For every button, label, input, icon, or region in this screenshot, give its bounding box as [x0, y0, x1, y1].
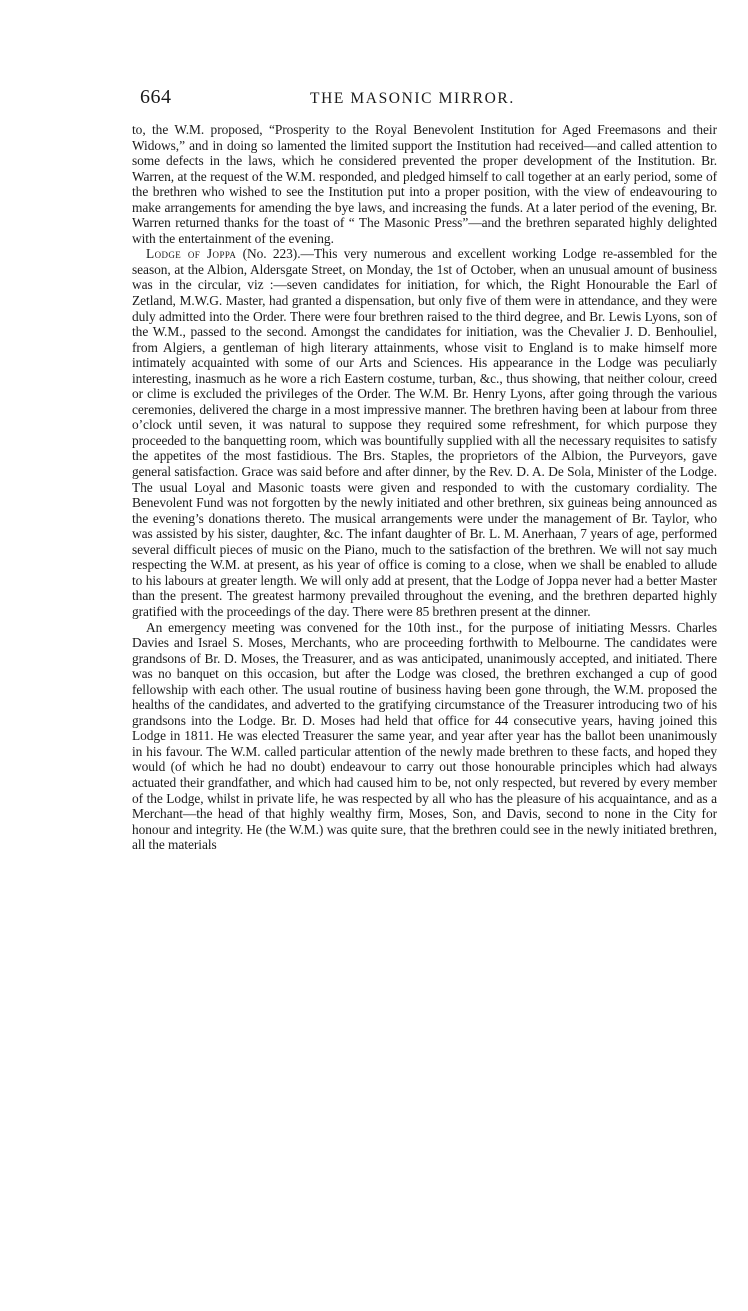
article-body: [132, 122, 717, 853]
running-title: THE MASONIC MIRROR.: [310, 90, 515, 107]
paragraph-toast-continuation: to, the W.M. proposed, “Prosperity to the Royal Benevolent Institution for Aged Freemasons and their Widows,” and in doing so lamented the limited support the Institution had received—and called attention to some defects in the laws, which he considered prevented the proper development of the Institution. Br. Warren, at the request of the W.M. responded, and pledged himself to call together at an early period, some of the brethren who wished to see the Institution put into a proper position, with the view of endeavouring to make arrangements for amending the bye laws, and increasing the funds. At a later period of the evening, Br. Warren returned thanks for the toast of “ The Masonic Press”—and the brethren separated highly delighted with the entertainment of the evening.: [132, 122, 717, 246]
paragraph-lodge-of-joppa: [132, 246, 717, 619]
document-page: [132, 86, 717, 853]
page-header: [132, 86, 717, 122]
lodge-heading: Lodge of Joppa: [146, 246, 237, 262]
page-number: 664: [140, 86, 172, 108]
lodge-of-joppa-text: (No. 223).—This very numerous and excellent working Lodge re-assembled for the season, at the Albion, Aldersgate Street, on Monday, the 1st of October, when an unusual amount of business was in the circular, viz :—seven candidates for initiation, for which, the Right Honourable the Earl of Zetland, M.W.G. Master, had granted a dispensation, but only five of them were in attendance, and they were duly admitted into the Order. There were four brethren raised to the third degree, and Br. Lewis Lyons, son of the W.M., passed to the second. Amongst the candidates for initiation, was the Chevalier J. D. Benhouliel, from Algiers, a gentleman of high literary attainments, whose visit to England is to make himself more intimately acquainted with some of our Arts and Sciences. His appearance in the Lodge was peculiarly interesting, inasmuch as he wore a rich Eastern costume, turban, &c., thus showing, that neither colour, creed or clime is excluded the privileges of the Order. The W.M. Br. Henry Lyons, after going through the various ceremonies, delivered the charge in a most impressive manner. The brethren having been at labour from three o’clock until seven, it was natural to suppose they required some refreshment, for which purpose they proceeded to the banquetting room, which was bountifully supplied with all the necessary requisites to satisfy the appetites of the most fastidious. The Brs. Staples, the proprietors of the Albion, the Purveyors, gave general satisfaction. Grace was said before and after dinner, by the Rev. D. A. De Sola, Minister of the Lodge. The usual Loyal and Masonic toasts were given and responded to with the customary cordiality. The Benevolent Fund was not forgotten by the newly initiated and other brethren, six guineas being announced as the evening’s donations thereto. The musical arrangements were under the management of Br. Taylor, who was assisted by his sister, daughter, &c. The infant daughter of Br. L. M. Anerhaan, 7 years of age, performed several difficult pieces of music on the Piano, much to the satisfaction of the brethren. We will not say much respecting the W.M. at present, as his year of office is coming to a close, when we shall be enabled to allude to his labours at greater length. We will only add at present, that the Lodge of Joppa never had a better Master than the present. The greatest harmony prevailed throughout the evening, and the brethren departed highly gratified with the proceedings of the day. There were 85 brethren present at the dinner.: [132, 246, 717, 619]
paragraph-emergency-meeting: An emergency meeting was convened for the 10th inst., for the purpose of initiating Messrs. Charles Davies and Israel S. Moses, Merchants, who are proceeding forthwith to Melbourne. The candidates were grandsons of Br. D. Moses, the Treasurer, and as was anticipated, unanimously accepted, and initiated. There was no banquet on this occasion, but after the Lodge was closed, the brethren exchanged a cup of good fellowship with each other. The usual routine of business having been gone through, the W.M. proposed the healths of the candidates, and adverted to the gratifying circumstance of the Treasurer introducing two of his grandsons into the Lodge. Br. D. Moses had held that office for 44 consecutive years, having joined this Lodge in 1811. He was elected Treasurer the same year, and year after year has the ballot been unanimously in his favour. The W.M. called particular attention of the newly made brethren to these facts, and hoped they would (of which he had no doubt) endeavour to carry out those honourable principles which had always actuated their grandfather, and which had caused him to be, not only respected, but revered by every member of the Lodge, whilst in private life, he was respected by all who has the pleasure of his acquaintance, and as a Merchant—the head of that highly wealthy firm, Moses, Son, and Davis, second to none in the City for honour and integrity. He (the W.M.) was quite sure, that the brethren could see in the newly initiated brethren, all the materials: [132, 619, 717, 853]
